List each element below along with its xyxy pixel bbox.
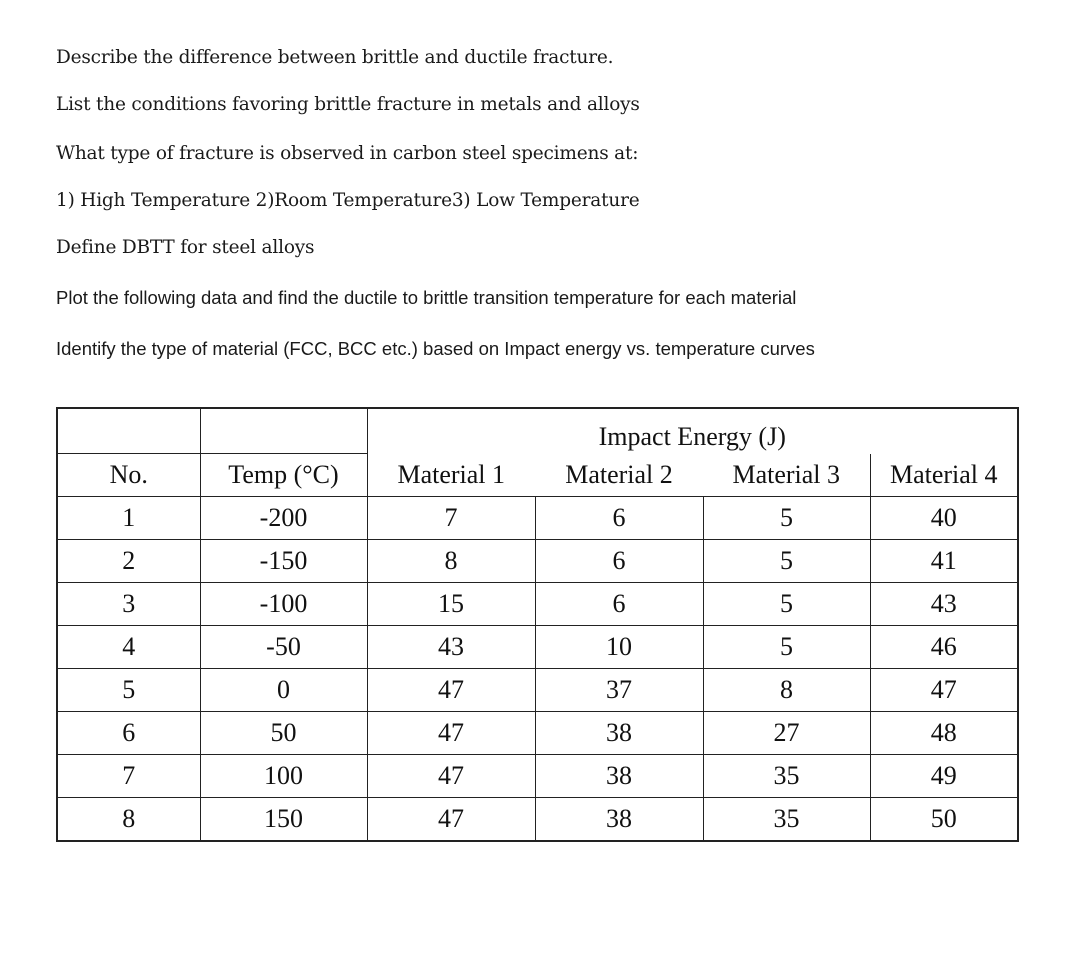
table-row [57, 626, 1018, 669]
cell-material-2: 6 [535, 497, 703, 540]
cell-temp: -50 [200, 626, 367, 669]
cell-material-4: 48 [870, 712, 1018, 755]
cell-material-3: 5 [703, 540, 870, 583]
cell-material-1: 43 [367, 626, 535, 669]
cell-temp: -200 [200, 497, 367, 540]
question-plot-data: Plot the following data and find the ductile to brittle transition temperature for each material [56, 287, 797, 308]
impact-energy-table [56, 407, 1019, 842]
cell-material-1: 47 [367, 712, 535, 755]
cell-material-4: 40 [870, 497, 1018, 540]
cell-material-3: 35 [703, 798, 870, 842]
cell-material-3: 5 [703, 583, 870, 626]
table-header-row [57, 454, 1018, 497]
cell-material-1: 15 [367, 583, 535, 626]
cell-temp: -100 [200, 583, 367, 626]
cell-temp: 0 [200, 669, 367, 712]
cell-material-1: 47 [367, 755, 535, 798]
empty-header-cell [200, 408, 367, 454]
table-row [57, 798, 1018, 842]
table-row [57, 712, 1018, 755]
cell-material-3: 35 [703, 755, 870, 798]
header-material-3: Material 3 [703, 454, 870, 497]
cell-material-2: 6 [535, 540, 703, 583]
cell-material-1: 47 [367, 669, 535, 712]
cell-material-2: 38 [535, 755, 703, 798]
cell-temp: 100 [200, 755, 367, 798]
header-temp: Temp (°C) [200, 454, 367, 497]
cell-temp: 150 [200, 798, 367, 842]
impact-energy-group-header: Impact Energy (J) [367, 408, 1018, 454]
cell-no: 1 [57, 497, 200, 540]
cell-temp: 50 [200, 712, 367, 755]
header-no: No. [57, 454, 200, 497]
header-material-1: Material 1 [367, 454, 535, 497]
cell-material-4: 46 [870, 626, 1018, 669]
cell-material-3: 5 [703, 497, 870, 540]
question-fracture-type: What type of fracture is observed in carbon steel specimens at: [56, 143, 639, 164]
cell-no: 4 [57, 626, 200, 669]
cell-material-2: 6 [535, 583, 703, 626]
question-define-dbtt: Define DBTT for steel alloys [56, 237, 315, 258]
cell-material-4: 49 [870, 755, 1018, 798]
table-row [57, 540, 1018, 583]
empty-header-cell [57, 408, 200, 454]
cell-material-3: 8 [703, 669, 870, 712]
question-brittle-vs-ductile: Describe the difference between brittle and ductile fracture. [56, 47, 614, 68]
cell-no: 8 [57, 798, 200, 842]
header-material-2: Material 2 [535, 454, 703, 497]
cell-temp: -150 [200, 540, 367, 583]
question-identify-material: Identify the type of material (FCC, BCC etc.) based on Impact energy vs. temperature curves [56, 338, 815, 359]
table-row [57, 497, 1018, 540]
cell-material-2: 38 [535, 712, 703, 755]
cell-material-4: 43 [870, 583, 1018, 626]
question-brittle-conditions: List the conditions favoring brittle fracture in metals and alloys [56, 94, 640, 115]
cell-material-1: 8 [367, 540, 535, 583]
cell-material-1: 47 [367, 798, 535, 842]
table-group-header-row [57, 408, 1018, 454]
cell-no: 5 [57, 669, 200, 712]
cell-material-2: 37 [535, 669, 703, 712]
cell-material-4: 50 [870, 798, 1018, 842]
cell-material-3: 5 [703, 626, 870, 669]
table-row [57, 583, 1018, 626]
cell-no: 2 [57, 540, 200, 583]
cell-no: 3 [57, 583, 200, 626]
cell-material-4: 47 [870, 669, 1018, 712]
cell-material-1: 7 [367, 497, 535, 540]
table-row [57, 755, 1018, 798]
cell-no: 6 [57, 712, 200, 755]
cell-material-3: 27 [703, 712, 870, 755]
cell-no: 7 [57, 755, 200, 798]
header-material-4: Material 4 [870, 454, 1018, 497]
cell-material-4: 41 [870, 540, 1018, 583]
cell-material-2: 10 [535, 626, 703, 669]
question-temperature-options: 1) High Temperature 2)Room Temperature3) Low Temperature [56, 190, 640, 211]
cell-material-2: 38 [535, 798, 703, 842]
table-body [57, 497, 1018, 842]
table-row [57, 669, 1018, 712]
